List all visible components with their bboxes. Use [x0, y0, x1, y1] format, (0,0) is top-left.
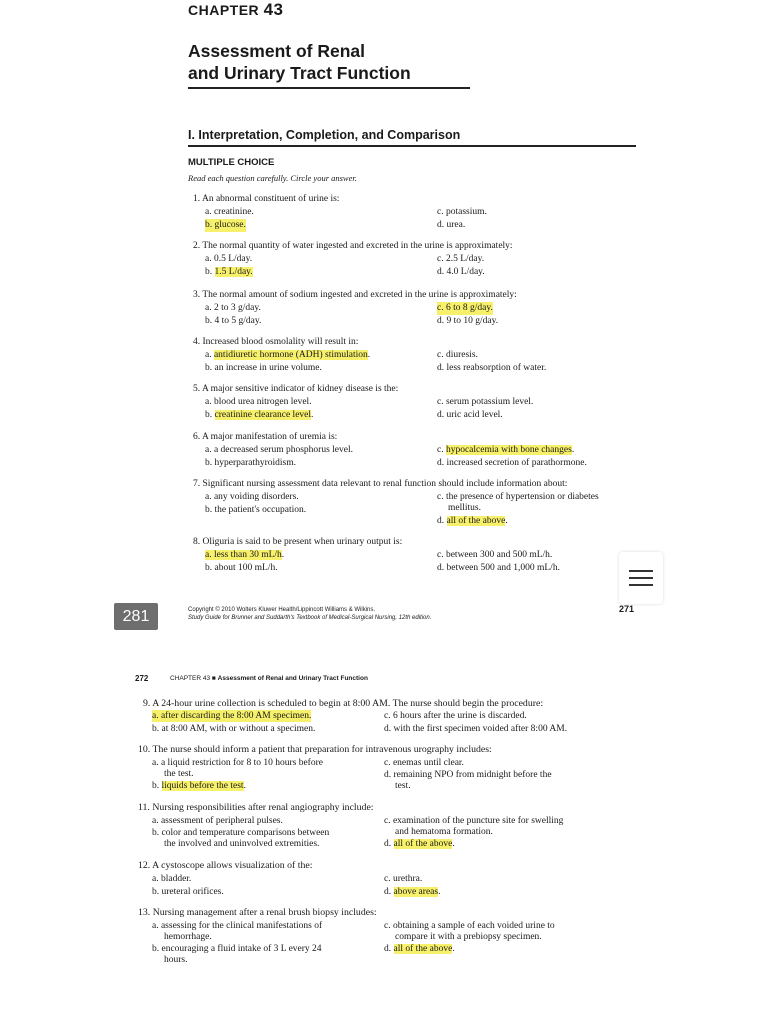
option-d: d. increased secretion of parathormone. — [437, 458, 587, 468]
option-c — [437, 444, 574, 457]
running-chapter: CHAPTER 43 — [170, 675, 211, 682]
option-a — [205, 549, 284, 562]
option-prefix: d. — [437, 516, 447, 526]
menu-button[interactable] — [619, 552, 663, 604]
option-d: d. with the first specimen voided after 8:00 AM. — [384, 724, 568, 734]
option-b: b. encouraging a fluid intake of 3 L every 24 — [152, 944, 322, 954]
option-prefix: a. — [205, 550, 214, 560]
option-b: b. at 8:00 AM, with or without a specimen. — [152, 724, 316, 734]
option-d: d. remaining NPO from midnight before the — [384, 770, 552, 780]
option-d: d. 4.0 L/day. — [437, 267, 485, 277]
hamburger-menu-icon — [629, 570, 653, 572]
question-stem: 6. A major manifestation of uremia is: — [193, 432, 338, 442]
option-b: b. about 100 mL/h. — [205, 563, 278, 573]
question-stem: 9. A 24-hour urine collection is scheduled to begin at 8:00 AM. The nurse should begin the procedure: — [143, 698, 544, 709]
option-a: a. creatinine. — [205, 207, 254, 217]
running-header — [170, 675, 368, 682]
option-d-cont: test. — [395, 781, 411, 791]
page-number: 272 — [135, 674, 149, 683]
option-a-cont: the test. — [164, 769, 194, 779]
option-c: c. examination of the puncture site for swelling — [384, 816, 564, 826]
option-a-answer: a. after discarding the 8:00 AM specimen. — [152, 711, 312, 721]
option-suffix: . — [452, 839, 455, 849]
option-prefix: b. — [205, 267, 215, 277]
option-prefix: d. — [384, 839, 394, 849]
option-c: c. enemas until clear. — [384, 758, 464, 768]
question-stem: 1. An abnormal constituent of urine is: — [193, 194, 340, 204]
answer-highlight: creatinine clearance level — [214, 410, 312, 420]
option-d: d. 9 to 10 g/day. — [437, 316, 499, 326]
option-b — [205, 409, 313, 422]
option-c-cont: compare it with a prebiopsy specimen. — [395, 932, 542, 942]
option-b-cont: the involved and uninvolved extremities. — [164, 839, 320, 849]
answer-highlight: 1.5 L/day. — [214, 267, 253, 277]
option-c: c. diuresis. — [437, 350, 478, 360]
option-b: b. the patient's occupation. — [205, 505, 307, 515]
answer-highlight: all of the above — [446, 516, 506, 526]
option-c: c. urethra. — [384, 874, 423, 884]
question-stem: 3. The normal amount of sodium ingested and excreted in the urine is approximately: — [193, 290, 517, 300]
option-d: d. between 500 and 1,000 mL/h. — [437, 563, 560, 573]
option-a: a. assessment of peripheral pulses. — [152, 816, 283, 826]
section-title: I. Interpretation, Completion, and Comparison — [188, 128, 461, 142]
option-c: c. the presence of hypertension or diabetes — [437, 492, 599, 502]
option-prefix: c. — [437, 445, 446, 455]
option-prefix: b. — [205, 410, 215, 420]
page-number: 271 — [619, 604, 635, 614]
question-stem: 4. Increased blood osmolality will result in: — [193, 337, 359, 347]
option-a — [205, 349, 370, 362]
option-b: b. color and temperature comparisons between — [152, 828, 330, 838]
option-c-cont: mellitus. — [448, 503, 481, 513]
option-a: a. a decreased serum phosphorus level. — [205, 445, 353, 455]
option-suffix: . — [243, 781, 246, 791]
option-c-cont: and hematoma formation. — [395, 827, 493, 837]
copyright-line: Copyright © 2010 Wolters Kluwer Health/Lippincott Williams & Wilkins. — [188, 607, 376, 613]
question-stem: 5. A major sensitive indicator of kidney disease is the: — [193, 384, 399, 394]
option-b: b. hyperparathyroidism. — [205, 458, 297, 468]
source-line: Study Guide for Brunner and Suddarth's Textbook of Medical-Surgical Nursing, 12th edition. — [188, 615, 432, 621]
bullet-icon: ■ — [211, 675, 216, 682]
question-stem: 12. A cystoscope allows visualization of the: — [138, 860, 313, 871]
option-a: a. any voiding disorders. — [205, 492, 299, 502]
option-b: b. 4 to 5 g/day. — [205, 316, 262, 326]
running-title: Assessment of Renal and Urinary Tract Function — [217, 675, 368, 682]
option-c: c. obtaining a sample of each voided urine to — [384, 921, 555, 931]
option-b-answer: b. glucose. — [205, 220, 246, 230]
answer-highlight: all of the above — [393, 839, 453, 849]
option-a: a. 0.5 L/day. — [205, 254, 253, 264]
section-divider — [188, 145, 636, 147]
option-d — [384, 838, 455, 850]
option-a-cont: hemorrhage. — [164, 932, 212, 942]
option-a: a. blood urea nitrogen level. — [205, 397, 312, 407]
option-a: a. bladder. — [152, 874, 192, 884]
hamburger-menu-icon — [629, 577, 653, 579]
option-c: c. serum potassium level. — [437, 397, 534, 407]
hamburger-menu-icon — [629, 584, 653, 586]
option-d: d. less reabsorption of water. — [437, 363, 547, 373]
option-b — [205, 266, 253, 279]
option-suffix: . — [367, 350, 371, 360]
option-suffix: . — [452, 944, 455, 954]
question-stem: 7. Significant nursing assessment data relevant to renal function should include information about: — [193, 479, 568, 489]
option-b — [152, 780, 246, 792]
chapter-number: 43 — [263, 0, 284, 19]
answer-highlight: all of the above — [393, 944, 453, 954]
option-d — [384, 943, 455, 955]
option-prefix: d. — [384, 944, 394, 954]
option-suffix: . — [505, 516, 508, 526]
option-prefix: b. — [152, 781, 162, 791]
option-suffix: . — [281, 550, 285, 560]
option-prefix: a. — [205, 350, 214, 360]
option-c: c. 2.5 L/day. — [437, 254, 485, 264]
question-stem: 8. Oliguria is said to be present when urinary output is: — [193, 537, 403, 547]
option-c: c. 6 hours after the urine is discarded. — [384, 711, 527, 721]
option-a: a. a liquid restriction for 8 to 10 hours before — [152, 758, 323, 768]
option-b: b. an increase in urine volume. — [205, 363, 322, 373]
option-suffix: . — [438, 887, 441, 897]
option-a: a. 2 to 3 g/day. — [205, 303, 261, 313]
question-stem: 13. Nursing management after a renal brush biopsy includes: — [138, 907, 377, 918]
option-prefix: d. — [384, 887, 394, 897]
option-b-cont: hours. — [164, 955, 188, 965]
option-d — [437, 515, 508, 528]
answer-highlight: above areas — [393, 887, 439, 897]
option-a: a. assessing for the clinical manifestations of — [152, 921, 323, 931]
option-c-answer: c. 6 to 8 g/day. — [437, 303, 493, 313]
option-b: b. ureteral orifices. — [152, 887, 224, 897]
answer-highlight: liquids before the test — [161, 781, 244, 791]
answer-highlight: less than 30 mL/h — [213, 550, 282, 560]
question-stem: 10. The nurse should inform a patient that preparation for intravenous urography includes: — [138, 744, 492, 755]
option-c: c. potassium. — [437, 207, 487, 217]
option-d: d. urea. — [437, 220, 466, 230]
answer-highlight: hypocalcemia with bone changes — [445, 445, 572, 455]
chapter-label: CHAPTER — [188, 2, 260, 18]
subsection-heading: MULTIPLE CHOICE — [188, 157, 275, 168]
question-stem: 2. The normal quantity of water ingested and excreted in the urine is approximately: — [193, 241, 513, 251]
instruction-text: Read each question carefully. Circle your answer. — [188, 173, 357, 183]
option-d — [384, 886, 440, 898]
option-c: c. between 300 and 500 mL/h. — [437, 550, 553, 560]
chapter-title-line1: Assessment of Renal — [188, 41, 366, 61]
chapter-heading — [188, 0, 283, 20]
option-suffix: . — [311, 410, 314, 420]
question-stem: 11. Nursing responsibilities after renal angiography include: — [138, 802, 374, 813]
chapter-title-line2: and Urinary Tract Function — [188, 63, 411, 83]
option-suffix: . — [571, 445, 575, 455]
page-badge[interactable]: 281 — [114, 603, 158, 630]
answer-highlight: antidiuretic hormone (ADH) stimulation — [213, 350, 368, 360]
title-divider — [188, 87, 470, 89]
option-d: d. uric acid level. — [437, 410, 503, 420]
